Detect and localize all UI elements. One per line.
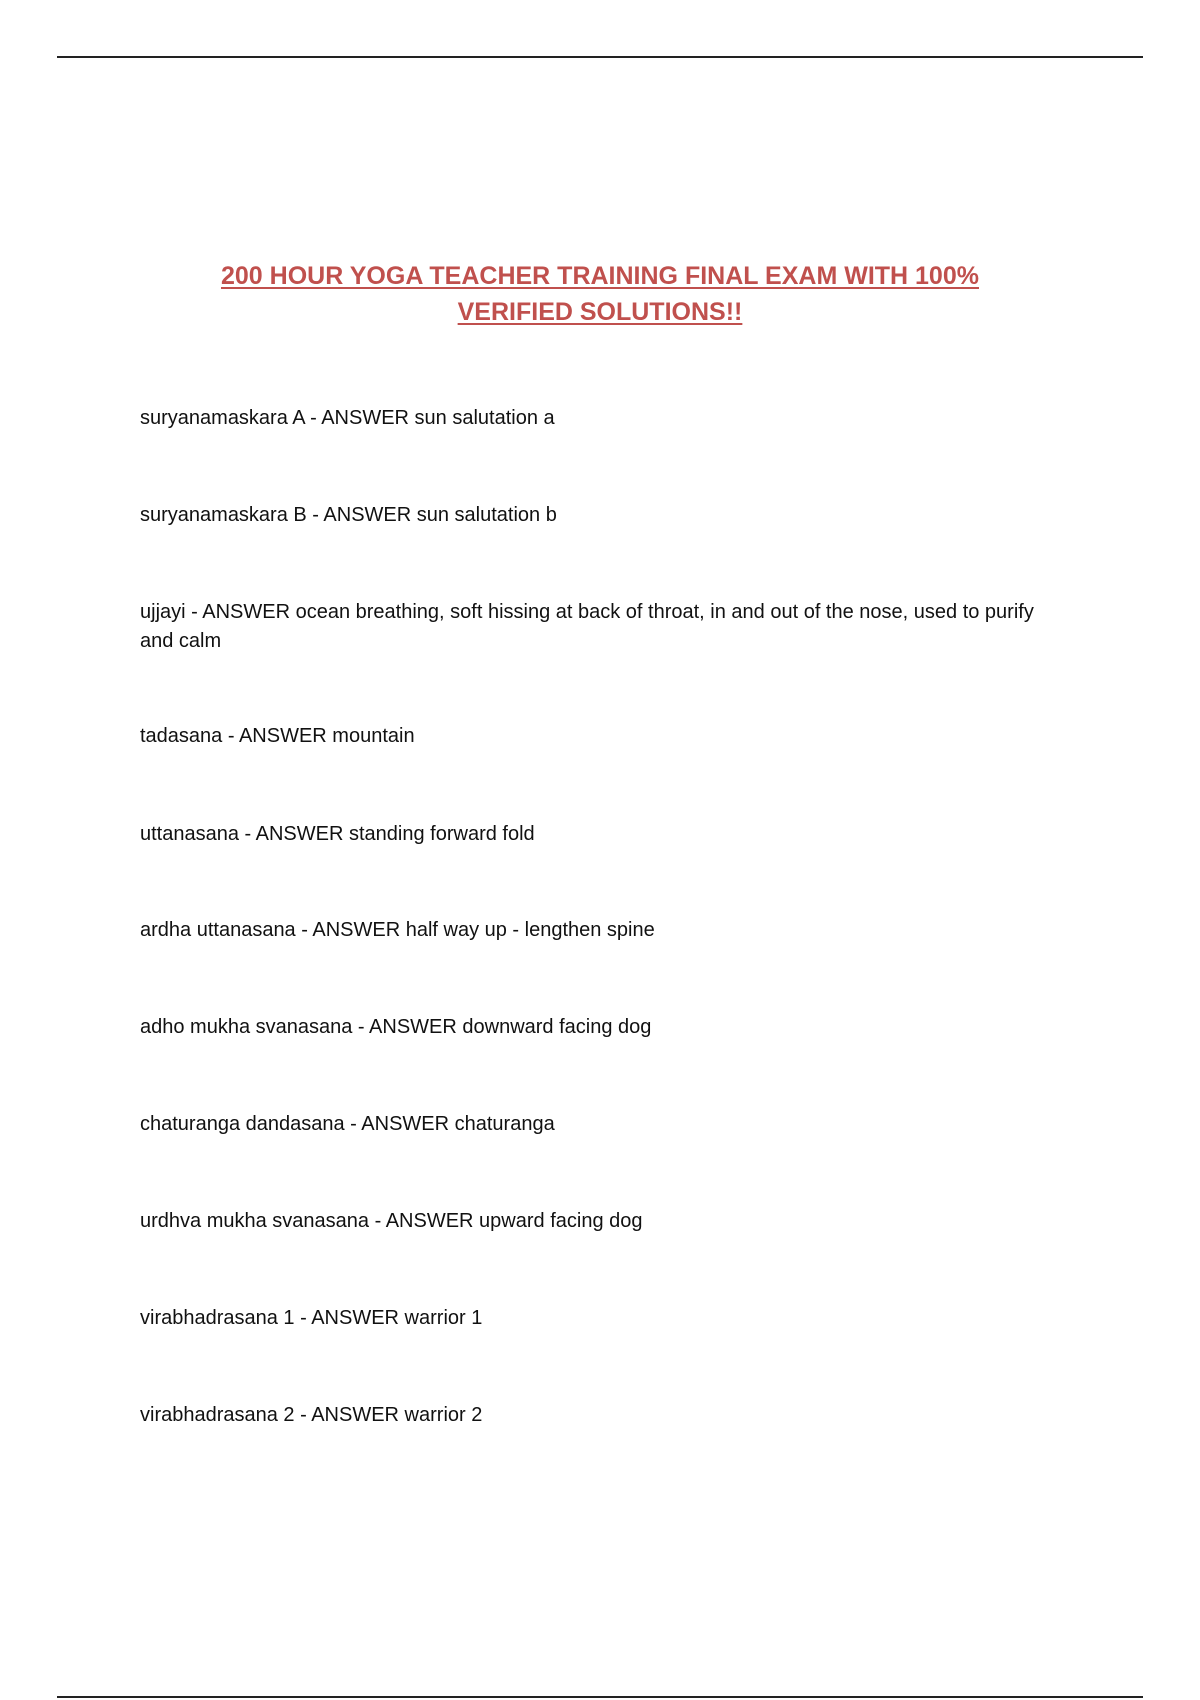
footer-rule [57,1696,1143,1698]
list-item: ardha uttanasana - ANSWER half way up - lengthen spine [140,919,655,941]
list-item: suryanamaskara A - ANSWER sun salutation a [140,407,555,429]
title-line-1: 200 HOUR YOGA TEACHER TRAINING FINAL EXAM WITH 100% [221,262,979,290]
list-item: urdhva mukha svanasana - ANSWER upward facing dog [140,1210,643,1232]
document-title [140,258,1060,330]
header-rule [57,56,1143,58]
list-item: virabhadrasana 1 - ANSWER warrior 1 [140,1307,483,1329]
title-line-2: VERIFIED SOLUTIONS!! [457,298,743,326]
list-item: tadasana - ANSWER mountain [140,725,415,747]
list-item: ujjayi - ANSWER ocean breathing, soft hissing at back of throat, in and out of the nose, used to purify and calm [140,601,1034,652]
list-item: adho mukha svanasana - ANSWER downward facing dog [140,1016,652,1038]
list-item: chaturanga dandasana - ANSWER chaturanga [140,1113,555,1135]
list-item: uttanasana - ANSWER standing forward fold [140,823,535,845]
list-item: suryanamaskara B - ANSWER sun salutation b [140,504,557,526]
list-item: virabhadrasana 2 - ANSWER warrior 2 [140,1404,483,1426]
